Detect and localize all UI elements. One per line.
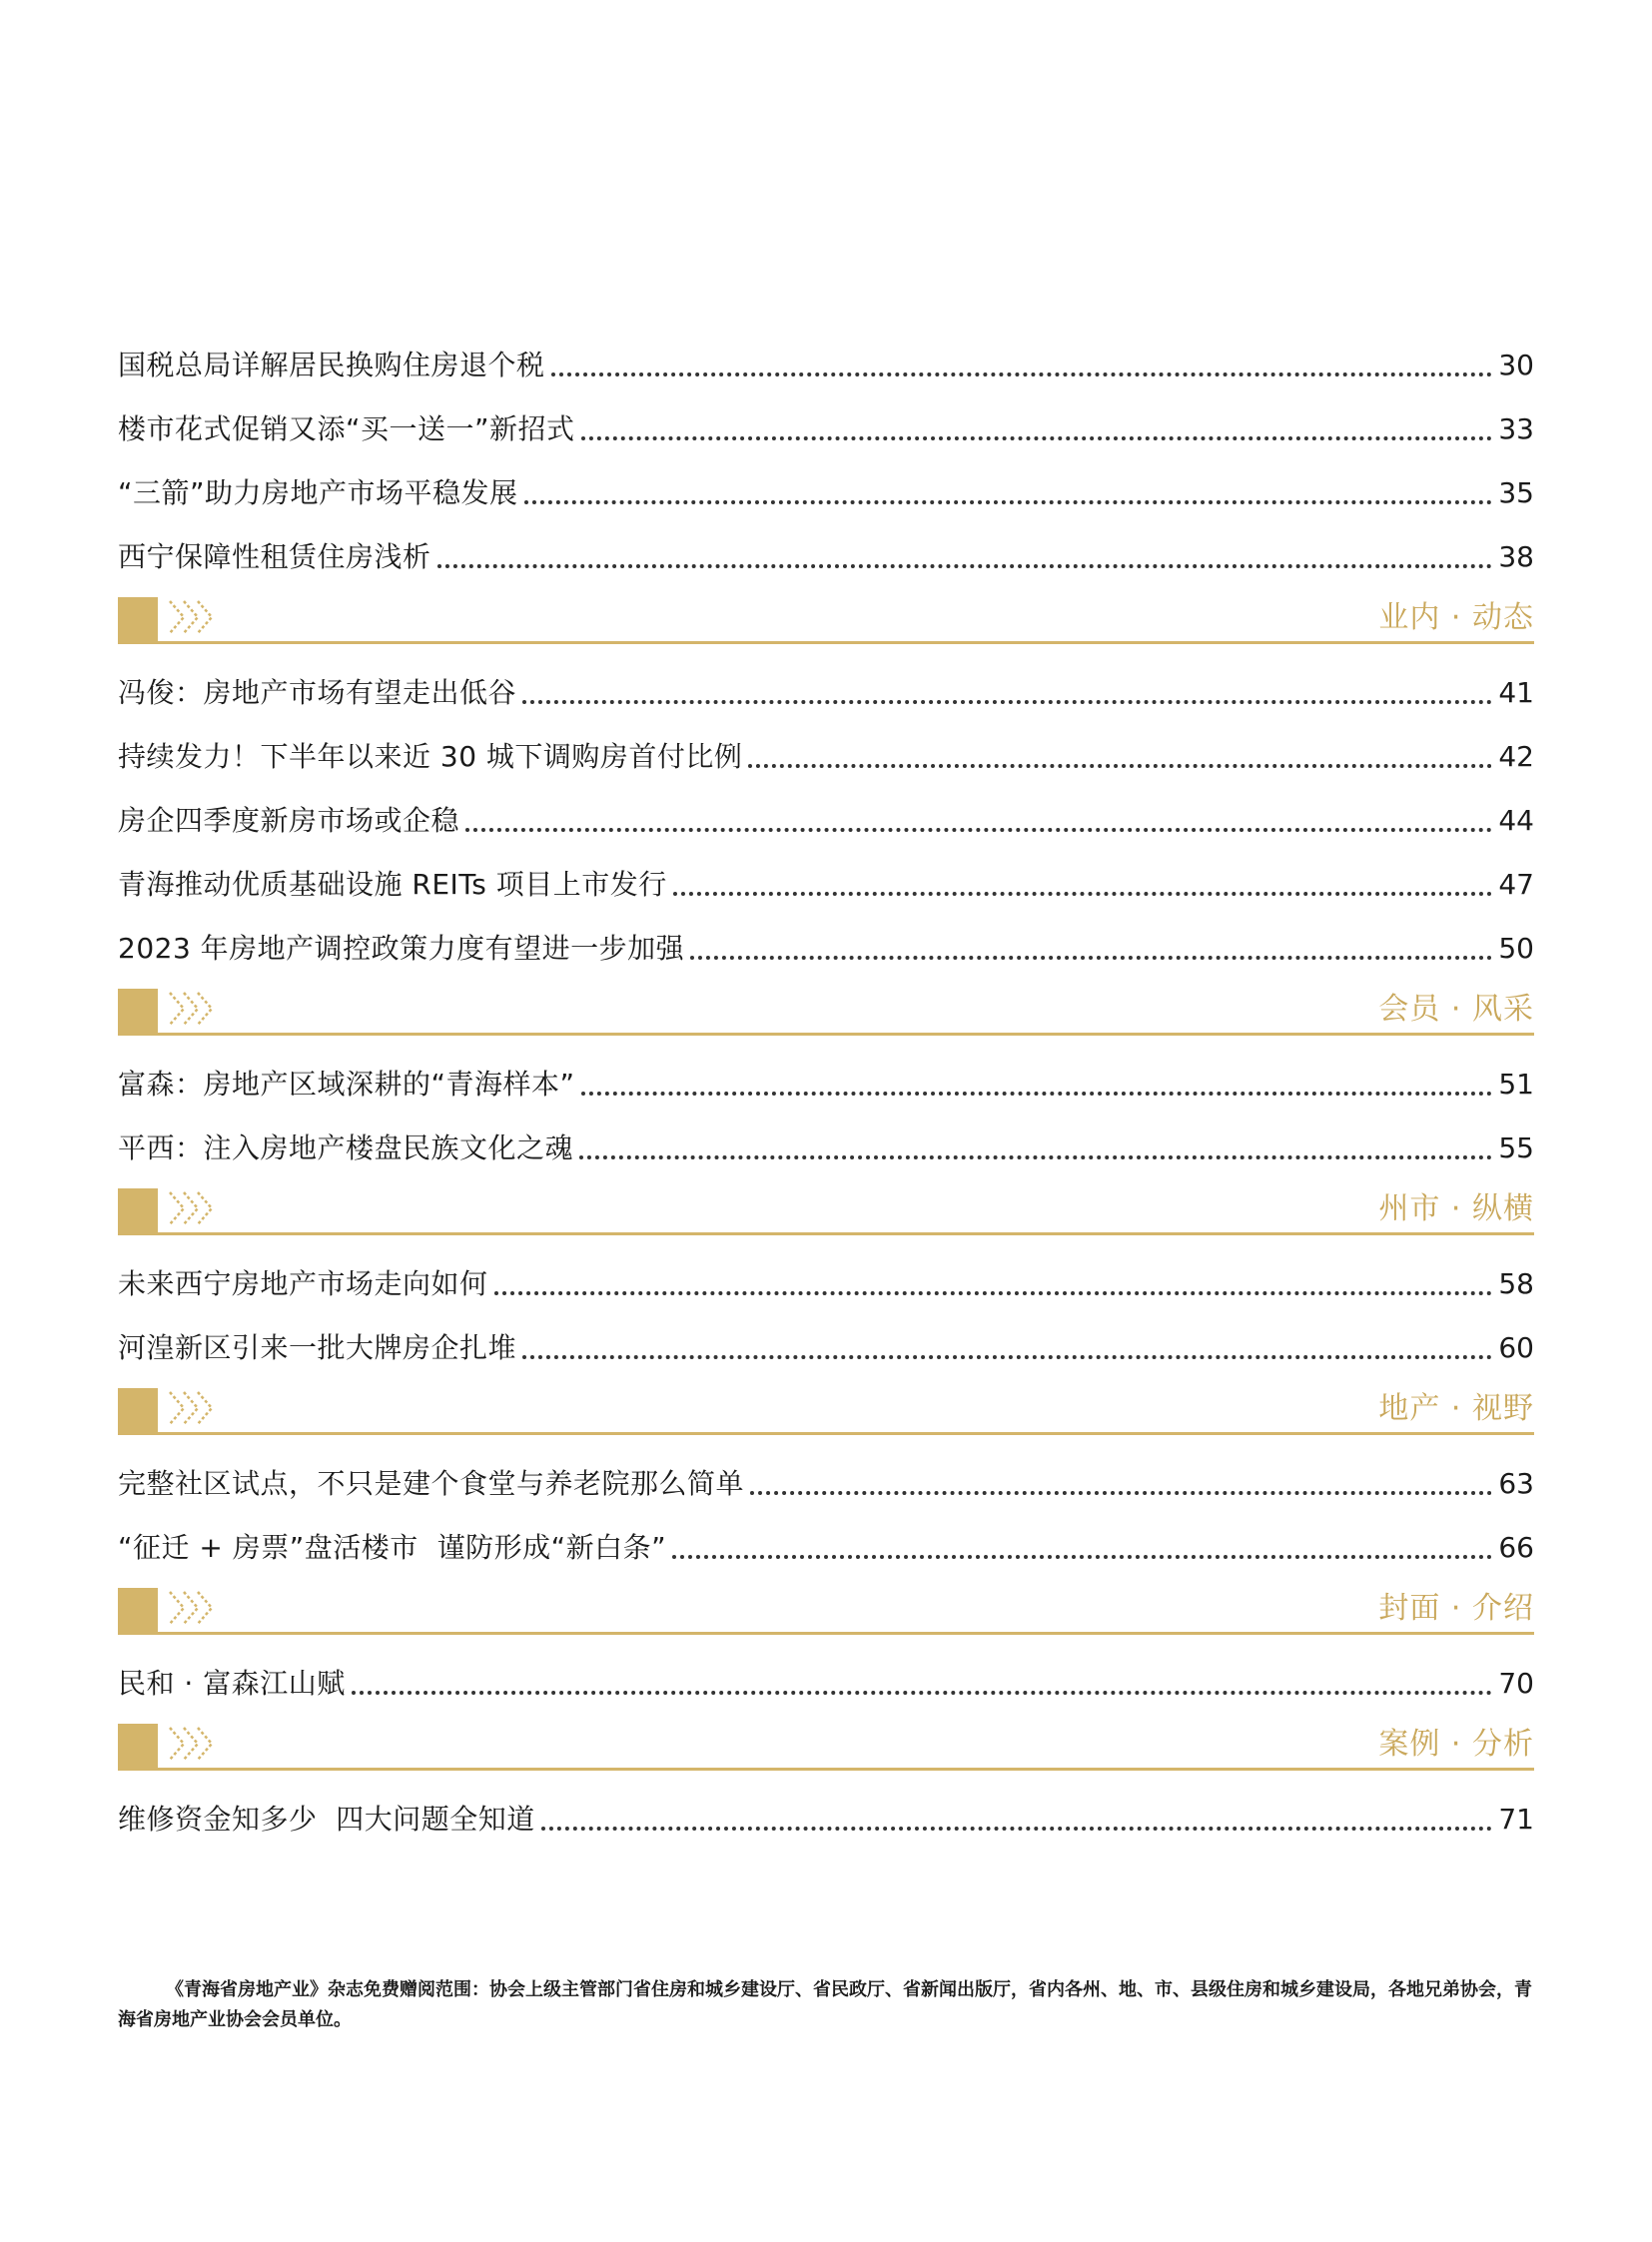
section-header bbox=[118, 1710, 1534, 1774]
section-marker-block bbox=[118, 1388, 158, 1432]
toc-entry[interactable] bbox=[118, 1240, 1534, 1304]
toc-entry[interactable] bbox=[118, 1640, 1534, 1704]
toc-entry[interactable] bbox=[118, 905, 1534, 969]
dot-leader bbox=[581, 436, 1493, 440]
toc-page-number: 35 bbox=[1498, 476, 1534, 509]
chevrons-icon bbox=[162, 591, 242, 643]
dot-leader bbox=[673, 892, 1493, 896]
dot-leader bbox=[690, 956, 1492, 960]
section-marker-block bbox=[118, 989, 158, 1033]
section-header bbox=[118, 1374, 1534, 1438]
toc-entry[interactable] bbox=[118, 649, 1534, 713]
toc-entry-title: 房企四季度新房市场或企稳 bbox=[118, 804, 460, 837]
toc-page-number: 63 bbox=[1498, 1467, 1534, 1500]
section-title: 案例 · 分析 bbox=[1378, 1727, 1534, 1762]
section-header bbox=[118, 975, 1534, 1039]
chevrons-icon bbox=[162, 1718, 242, 1770]
toc-entry-title: 青海推动优质基础设施 REITs 项目上市发行 bbox=[118, 868, 667, 901]
toc-page-number: 44 bbox=[1498, 804, 1534, 837]
toc-page-number: 71 bbox=[1498, 1803, 1534, 1836]
toc-entry[interactable] bbox=[118, 841, 1534, 905]
section-title: 州市 · 纵横 bbox=[1378, 1191, 1534, 1226]
section-header bbox=[118, 583, 1534, 647]
toc-entry-title: 楼市花式促销又添“买一送一”新招式 bbox=[118, 412, 575, 445]
toc-entry[interactable] bbox=[118, 385, 1534, 449]
section-rule bbox=[118, 1232, 1534, 1235]
toc-page-number: 60 bbox=[1498, 1331, 1534, 1364]
toc-entry[interactable] bbox=[118, 1440, 1534, 1504]
dot-leader bbox=[352, 1691, 1493, 1695]
section-rule bbox=[118, 1768, 1534, 1771]
section-header bbox=[118, 1174, 1534, 1238]
toc-entry-title: 河湟新区引来一批大牌房企扎堆 bbox=[118, 1331, 517, 1364]
toc-entry-title: “征迁 + 房票”盘活楼市 谨防形成“新白条” bbox=[118, 1531, 667, 1564]
section-marker-block bbox=[118, 1188, 158, 1232]
dot-leader bbox=[524, 500, 1493, 504]
toc-entry[interactable] bbox=[118, 1304, 1534, 1368]
toc-page-number: 47 bbox=[1498, 868, 1534, 901]
dot-leader bbox=[522, 1355, 1492, 1359]
toc-page-number: 33 bbox=[1498, 412, 1534, 445]
chevrons-icon bbox=[162, 1582, 242, 1634]
toc-entry-title: 西宁保障性租赁住房浅析 bbox=[118, 540, 431, 573]
dot-leader bbox=[465, 828, 1492, 832]
section-marker-block bbox=[118, 1724, 158, 1768]
toc-entry-title: 民和 · 富森江山赋 bbox=[118, 1667, 346, 1700]
dot-leader bbox=[672, 1555, 1492, 1559]
toc-entry-title: “三箭”助力房地产市场平稳发展 bbox=[118, 476, 518, 509]
toc-entry[interactable] bbox=[118, 1504, 1534, 1568]
toc-entry[interactable] bbox=[118, 1776, 1534, 1840]
dot-leader bbox=[494, 1291, 1493, 1295]
toc-entry-title: 维修资金知多少 四大问题全知道 bbox=[118, 1803, 535, 1836]
section-header bbox=[118, 1574, 1534, 1638]
chevrons-icon bbox=[162, 1182, 242, 1234]
toc-entry[interactable] bbox=[118, 449, 1534, 513]
section-rule bbox=[118, 1033, 1534, 1036]
dot-leader bbox=[750, 1491, 1492, 1495]
toc-entry-title: 平西：注入房地产楼盘民族文化之魂 bbox=[118, 1131, 574, 1164]
section-marker-block bbox=[118, 1588, 158, 1632]
toc-entry-title: 持续发力！下半年以来近 30 城下调购房首付比例 bbox=[118, 740, 743, 773]
dot-leader bbox=[579, 1155, 1492, 1159]
toc-page-number: 30 bbox=[1498, 349, 1534, 381]
toc-entry-title: 国税总局详解居民换购住房退个税 bbox=[118, 349, 545, 381]
dot-leader bbox=[522, 700, 1492, 704]
toc-page-number: 51 bbox=[1498, 1068, 1534, 1101]
dot-leader bbox=[551, 373, 1493, 376]
section-title: 地产 · 视野 bbox=[1378, 1391, 1534, 1426]
table-of-contents bbox=[118, 322, 1534, 1840]
distribution-footnote: 《青海省房地产业》杂志免费赠阅范围：协会上级主管部门省住房和城乡建设厅、省民政厅、省新闻出版厅，省内各州、地、市、县级住房和城乡建设局，各地兄弟协会，青海省房地产业协会会员单位。 bbox=[118, 1979, 1532, 2030]
toc-entry[interactable] bbox=[118, 322, 1534, 385]
toc-entry-title: 2023 年房地产调控政策力度有望进一步加强 bbox=[118, 932, 685, 965]
chevrons-icon bbox=[162, 1382, 242, 1434]
section-title: 封面 · 介绍 bbox=[1378, 1591, 1534, 1626]
toc-page-number: 42 bbox=[1498, 740, 1534, 773]
section-marker-block bbox=[118, 597, 158, 641]
toc-entry-title: 富森：房地产区域深耕的“青海样本” bbox=[118, 1068, 575, 1101]
toc-page-number: 58 bbox=[1498, 1267, 1534, 1300]
toc-entry-title: 冯俊：房地产市场有望走出低谷 bbox=[118, 676, 517, 709]
toc-page-number: 41 bbox=[1498, 676, 1534, 709]
dot-leader bbox=[581, 1092, 1493, 1096]
section-title: 会员 · 风采 bbox=[1378, 992, 1534, 1027]
toc-entry[interactable] bbox=[118, 713, 1534, 777]
toc-entry-title: 未来西宁房地产市场走向如何 bbox=[118, 1267, 488, 1300]
section-rule bbox=[118, 1632, 1534, 1635]
toc-entry[interactable] bbox=[118, 1105, 1534, 1168]
toc-entry[interactable] bbox=[118, 777, 1534, 841]
dot-leader bbox=[748, 764, 1492, 768]
toc-page-number: 50 bbox=[1498, 932, 1534, 965]
section-rule bbox=[118, 1432, 1534, 1435]
toc-entry-title: 完整社区试点，不只是建个食堂与养老院那么简单 bbox=[118, 1467, 745, 1500]
toc-page-number: 66 bbox=[1498, 1531, 1534, 1564]
chevrons-icon bbox=[162, 983, 242, 1035]
toc-page-number: 70 bbox=[1498, 1667, 1534, 1700]
dot-leader bbox=[437, 564, 1493, 568]
dot-leader bbox=[541, 1827, 1493, 1831]
toc-page-number: 38 bbox=[1498, 540, 1534, 573]
section-rule bbox=[118, 641, 1534, 644]
toc-page-number: 55 bbox=[1498, 1131, 1534, 1164]
toc-entry[interactable] bbox=[118, 513, 1534, 577]
toc-entry[interactable] bbox=[118, 1041, 1534, 1105]
section-title: 业内 · 动态 bbox=[1378, 600, 1534, 635]
